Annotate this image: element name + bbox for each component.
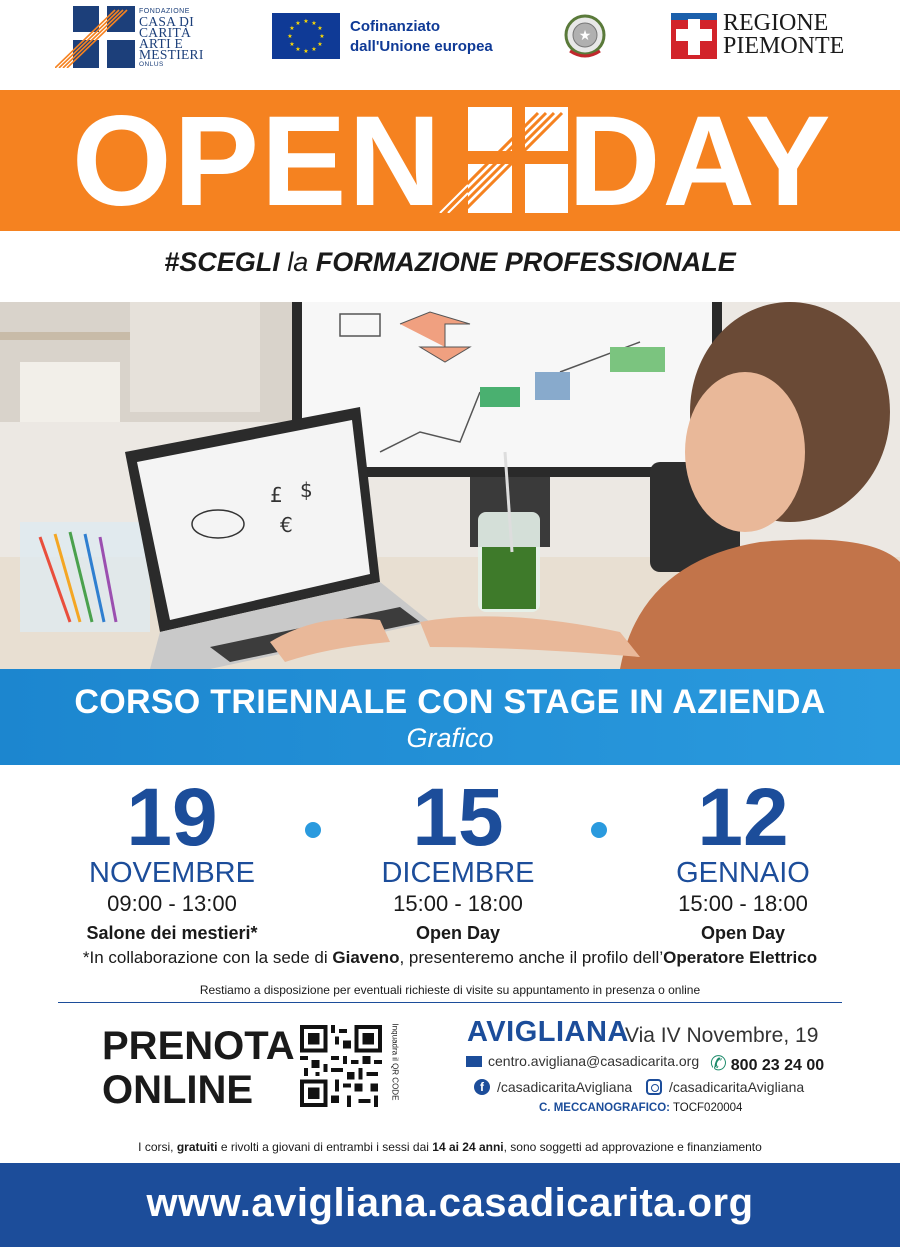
eu-cofunding-logo [272, 13, 512, 59]
separator-dot [591, 822, 607, 838]
facebook-row[interactable] [474, 1079, 632, 1099]
eu-flag-icon [272, 13, 340, 59]
date-month: NOVEMBRE [89, 857, 255, 889]
footnote-text: e rivolti a giovani di entrambi i sessi dai [217, 1140, 433, 1154]
date-label: Open Day [415, 923, 501, 943]
banner-word-day: DAY [568, 90, 833, 233]
open-day-banner [0, 90, 900, 231]
book-online-line: PRENOTA [102, 1024, 295, 1068]
banner-word-open: OPEN [72, 90, 443, 233]
center-city: AVIGLIANA [467, 1016, 629, 1048]
instagram-icon [646, 1079, 662, 1095]
ccam-name [139, 16, 204, 60]
svg-text:★: ★ [289, 26, 295, 32]
date-label: Salone dei mestieri* [86, 923, 258, 943]
ccam-onlus-label: ONLUS [139, 61, 164, 68]
ccam-name-line: CARITÀ [139, 25, 192, 40]
ccam-name-line: CASA DI [139, 14, 194, 29]
tagline-subject: FORMAZIONE PROFESSIONALE [315, 247, 736, 277]
regione-piemonte-logo [671, 10, 845, 60]
date-time: 15:00 - 18:00 [678, 891, 808, 916]
collaboration-note [0, 948, 900, 968]
piemonte-text [723, 12, 844, 58]
note-place: Giaveno [332, 948, 400, 967]
ccam-foundation-label: FONDAZIONE [139, 8, 190, 15]
piemonte-text-line: REGIONE [723, 10, 829, 36]
svg-text:★: ★ [317, 26, 323, 32]
ccam-emblem-icon [55, 6, 135, 68]
date-block [333, 772, 583, 946]
tagline [0, 247, 900, 278]
instagram-row[interactable] [646, 1079, 804, 1099]
date-time: 15:00 - 18:00 [393, 891, 523, 916]
eu-text [350, 17, 493, 57]
footnote-text: I corsi, [138, 1140, 177, 1154]
footer-bar [0, 1163, 900, 1247]
eu-text-line: Cofinanziato [350, 18, 440, 35]
book-online-heading [102, 1024, 295, 1112]
courses-footnote [0, 1140, 900, 1154]
ccam-name-line: ARTI E [139, 36, 184, 51]
mechanographic-code [539, 1102, 742, 1114]
mecc-label: C. MECCANOGRAFICO: [539, 1102, 670, 1114]
svg-text:€: € [280, 513, 293, 537]
date-time: 09:00 - 13:00 [107, 891, 237, 916]
book-online-line: ONLINE [102, 1068, 254, 1112]
date-block [47, 772, 297, 946]
svg-text:£: £ [270, 483, 283, 507]
italian-republic-emblem-icon [562, 11, 608, 61]
piemonte-text-line: PIEMONTE [723, 33, 845, 59]
ccam-name-line: MESTIERI [139, 47, 204, 62]
svg-text:★: ★ [317, 42, 323, 48]
course-title: CORSO TRIENNALE CON STAGE IN AZIENDA [74, 683, 826, 721]
facebook-link[interactable]: /casadicaritaAvigliana [497, 1079, 633, 1095]
tagline-hashtag: #SCEGLI [164, 247, 280, 277]
svg-text:★: ★ [319, 34, 325, 40]
date-month: DICEMBRE [381, 857, 535, 889]
phone-row[interactable] [710, 1051, 824, 1076]
note-text: *In collaborazione con la sede di [82, 948, 333, 967]
facebook-icon: f [474, 1079, 490, 1095]
date-month: GENNAIO [676, 857, 810, 889]
svg-text:★: ★ [295, 21, 301, 27]
note-profile: Operatore Elettrico [663, 948, 818, 967]
note-text: , presenteremo anche il profilo dell’ [399, 948, 664, 967]
svg-text:★: ★ [295, 47, 301, 53]
logo-row [0, 0, 900, 88]
footnote-emph: gratuiti [176, 1140, 218, 1154]
svg-text:★: ★ [578, 27, 592, 43]
website-link[interactable]: www.avigliana.casadicarita.org [146, 1181, 754, 1225]
qr-code[interactable] [300, 1025, 382, 1107]
footnote-emph: 14 ai 24 anni [432, 1140, 504, 1154]
course-subtitle: Grafico [406, 723, 494, 753]
center-address: Via IV Novembre, 19 [625, 1024, 819, 1047]
date-day: 15 [412, 772, 504, 863]
course-banner [0, 669, 900, 765]
divider [58, 1002, 842, 1003]
svg-text:★: ★ [303, 49, 309, 55]
availability-note: Restiamo a disposizione per eventuali richieste di visite su appuntamento in presenza o online [199, 983, 701, 997]
eu-text-line: dall'Unione europea [350, 38, 493, 55]
tagline-connector: la [279, 247, 316, 277]
svg-text:★: ★ [303, 19, 309, 25]
svg-text:★: ★ [287, 34, 293, 40]
svg-text:★: ★ [289, 42, 295, 48]
svg-text:★: ★ [311, 21, 317, 27]
email-link[interactable]: centro.avigliana@casadicarita.org [488, 1053, 700, 1069]
date-day: 19 [126, 772, 218, 863]
date-day: 12 [697, 772, 789, 863]
svg-text:★: ★ [311, 47, 317, 53]
svg-text:$: $ [300, 478, 313, 502]
phone-number[interactable]: 800 23 24 00 [730, 1057, 825, 1074]
instagram-link[interactable]: /casadicaritaAvigliana [669, 1079, 805, 1095]
footnote-text: , sono soggetti ad approvazione e finanziamento [503, 1140, 762, 1154]
mecc-value: TOCF020004 [669, 1102, 743, 1114]
piemonte-shield-icon [671, 13, 717, 59]
envelope-icon [466, 1056, 482, 1067]
casa-di-carita-logo [55, 6, 204, 70]
woman-at-computer-photo [0, 302, 900, 669]
qr-caption-text: Inquadra il QR CODE [390, 1023, 400, 1101]
phone-icon: ✆ [710, 1053, 727, 1075]
ccam-emblem-icon [438, 107, 568, 213]
qr-caption [389, 1025, 399, 1107]
date-block [618, 772, 868, 946]
email-row[interactable] [466, 1053, 699, 1073]
date-label: Open Day [700, 923, 786, 943]
separator-dot [305, 822, 321, 838]
